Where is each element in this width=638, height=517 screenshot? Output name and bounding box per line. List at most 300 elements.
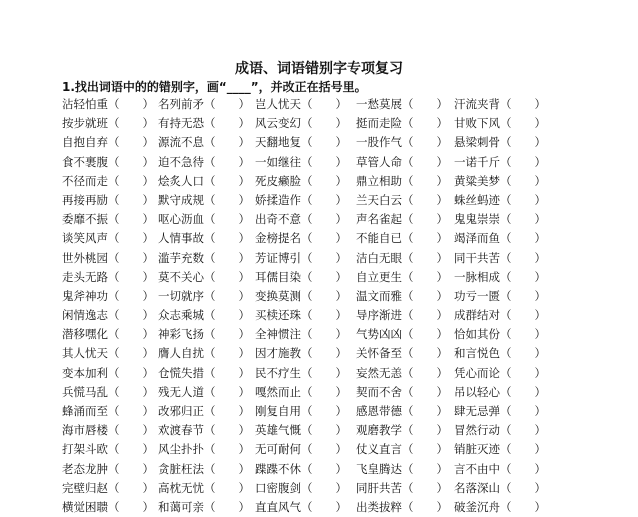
idiom-item [255,479,356,498]
idiom-text: 娇揉造作 [255,192,301,207]
idiom-text: 吊以轻心 [454,384,500,399]
idiom-item [454,460,546,479]
idiom-text: 沾轻怕重 [62,97,108,111]
idiom-text: 汗流夹背 [454,97,500,111]
idiom-text: 闲情逸志 [62,308,108,323]
idiom-item [62,191,158,210]
answer-blank[interactable]: （ ） [402,173,448,188]
idiom-text: 同干共苦 [454,250,500,265]
idiom-text: 蜂涌而至 [62,404,108,418]
answer-blank[interactable]: （ ） [204,404,250,418]
idiom-item [454,172,546,191]
answer-blank[interactable]: （ ） [108,212,154,227]
idiom-text: 鼎立相助 [356,173,402,188]
answer-blank[interactable]: （ ） [204,173,250,188]
idiom-item [62,498,158,517]
idiom-item [356,440,454,459]
idiom-text: 众志乘城 [158,308,204,323]
idiom-text: 成群结对 [454,308,500,323]
answer-blank[interactable]: （ ） [108,192,154,207]
idiom-item [62,210,158,229]
answer-blank[interactable]: （ ） [108,269,154,284]
idiom-text: 迫不急待 [158,154,204,169]
idiom-item [356,306,454,325]
idiom-text: 功亏一匮 [454,288,500,303]
answer-blank[interactable]: （ ） [402,461,448,476]
idiom-text: 死皮癞脸 [255,173,301,188]
idiom-text: 一愁莫展 [356,97,402,111]
idiom-item [255,306,356,325]
answer-blank[interactable]: （ ） [204,442,250,457]
answer-blank[interactable]: （ ） [301,499,347,514]
answer-blank[interactable]: （ ） [301,327,347,342]
idiom-item [62,172,158,191]
answer-blank[interactable]: （ ） [402,154,448,169]
idiom-item [356,498,454,517]
answer-blank[interactable]: （ ） [301,231,347,246]
idiom-item [356,383,454,402]
idiom-item [454,133,546,152]
answer-blank[interactable]: （ ） [301,135,347,150]
idiom-text: 声名雀起 [356,212,402,227]
idiom-text: 走头无路 [62,269,108,284]
answer-blank[interactable]: （ ） [301,404,347,418]
answer-blank[interactable]: （ ） [500,269,546,284]
answer-blank[interactable]: （ ） [402,250,448,265]
idiom-text: 风尘扑扑 [158,442,204,457]
answer-blank[interactable]: （ ） [402,212,448,227]
idiom-item [158,229,255,248]
answer-blank[interactable]: （ ） [108,461,154,476]
idiom-item [62,114,158,133]
idiom-text: 金榜提名 [255,231,301,246]
idiom-text: 契而不舍 [356,384,402,399]
idiom-text: 恰如其份 [454,327,500,342]
idiom-item [158,249,255,268]
answer-blank[interactable]: （ ） [500,461,546,476]
idiom-text: 凭心而论 [454,365,500,380]
idiom-item [158,325,255,344]
idiom-item [255,325,356,344]
answer-blank[interactable]: （ ） [500,116,546,131]
answer-blank[interactable]: （ ） [500,423,546,438]
idiom-text: 草管人命 [356,154,402,169]
answer-blank[interactable]: （ ） [204,365,250,380]
answer-blank[interactable]: （ ） [500,250,546,265]
answer-blank[interactable]: （ ） [204,288,250,303]
answer-blank[interactable]: （ ） [402,192,448,207]
idiom-text: 洁白无眼 [356,250,402,265]
idiom-item [356,287,454,306]
answer-blank[interactable]: （ ） [204,308,250,323]
idiom-grid [62,95,638,517]
idiom-item [454,249,546,268]
idiom-item [356,402,454,421]
idiom-text: 感恩带德 [356,404,402,418]
answer-blank[interactable]: （ ） [204,192,250,207]
idiom-item [356,421,454,440]
answer-blank[interactable]: （ ） [108,288,154,303]
answer-blank[interactable]: （ ） [402,442,448,457]
answer-blank[interactable]: （ ） [108,423,154,438]
idiom-item [62,344,158,363]
idiom-text: 默守成规 [158,192,204,207]
idiom-text: 关怀备至 [356,346,402,361]
idiom-item [356,153,454,172]
answer-blank[interactable]: （ ） [301,212,347,227]
idiom-text: 滥芋充数 [158,250,204,265]
idiom-text: 蹀蹀不休 [255,461,301,476]
idiom-item [158,287,255,306]
answer-blank[interactable]: （ ） [500,346,546,361]
answer-blank[interactable]: （ ） [500,384,546,399]
answer-blank[interactable]: （ ） [204,135,250,150]
idiom-item [356,344,454,363]
answer-blank[interactable]: （ ） [402,365,448,380]
answer-blank[interactable]: （ ） [301,442,347,457]
idiom-text: 名落深山 [454,480,500,495]
idiom-item [62,383,158,402]
idiom-text: 烩炙人口 [158,173,204,188]
idiom-text: 一脉相成 [454,269,500,284]
answer-blank[interactable]: （ ） [204,423,250,438]
idiom-text: 呕心沥血 [158,212,204,227]
answer-blank[interactable]: （ ） [500,442,546,457]
answer-blank[interactable]: （ ） [402,116,448,131]
idiom-text: 贪脏枉法 [158,461,204,476]
answer-blank[interactable]: （ ） [108,250,154,265]
answer-blank[interactable]: （ ） [500,327,546,342]
idiom-text: 甘败下风 [454,116,500,131]
idiom-item [255,402,356,421]
idiom-text: 买椟还珠 [255,308,301,323]
idiom-item [255,210,356,229]
idiom-text: 和言悦色 [454,346,500,361]
answer-blank[interactable]: （ ） [204,480,250,495]
answer-blank[interactable]: （ ） [108,480,154,495]
idiom-item [356,191,454,210]
idiom-text: 变本加利 [62,365,108,380]
answer-blank[interactable]: （ ） [204,116,250,131]
answer-blank[interactable]: （ ） [500,97,546,111]
idiom-text: 按步就班 [62,116,108,131]
idiom-text: 不能自已 [356,231,402,246]
idiom-text: 岂人忧天 [255,97,301,111]
idiom-text: 破釜沉舟 [454,499,500,514]
idiom-text: 鬼鬼崇崇 [454,212,500,227]
idiom-item [454,402,546,421]
answer-blank[interactable]: （ ） [500,173,546,188]
idiom-text: 蛛丝蚂迹 [454,192,500,207]
idiom-item [62,402,158,421]
idiom-text: 兵慌马乱 [62,384,108,399]
idiom-item [158,344,255,363]
idiom-item [158,383,255,402]
answer-blank[interactable]: （ ） [402,499,448,514]
answer-blank[interactable]: （ ） [500,404,546,418]
answer-blank[interactable]: （ ） [108,384,154,399]
idiom-item [454,191,546,210]
idiom-text: 膺人自扰 [158,346,204,361]
idiom-item [454,268,546,287]
idiom-item [356,479,454,498]
idiom-item [454,95,546,114]
idiom-text: 一股作气 [356,135,402,150]
idiom-text: 其人忧天 [62,346,108,361]
answer-blank[interactable]: （ ） [301,116,347,131]
idiom-item [454,210,546,229]
idiom-item [158,268,255,287]
idiom-item [255,383,356,402]
answer-blank[interactable]: （ ） [301,173,347,188]
answer-blank[interactable]: （ ） [301,346,347,361]
idiom-text: 再接再励 [62,192,108,207]
idiom-item [255,133,356,152]
idiom-item [62,364,158,383]
answer-blank[interactable]: （ ） [500,480,546,495]
idiom-text: 无可耐何 [255,442,301,457]
answer-blank[interactable]: （ ） [301,288,347,303]
answer-blank[interactable]: （ ） [402,480,448,495]
answer-blank[interactable]: （ ） [500,288,546,303]
idiom-text: 耳儒目染 [255,269,301,284]
idiom-text: 鬼斧神功 [62,288,108,303]
answer-blank[interactable]: （ ） [204,269,250,284]
answer-blank[interactable]: （ ） [402,384,448,399]
idiom-item [62,479,158,498]
idiom-item [356,114,454,133]
answer-blank[interactable]: （ ） [500,212,546,227]
idiom-text: 直直风气 [255,499,301,514]
answer-blank[interactable]: （ ） [204,346,250,361]
answer-blank[interactable]: （ ） [204,499,250,514]
idiom-item [158,498,255,517]
idiom-item [62,325,158,344]
idiom-text: 潜移嘿化 [62,327,108,342]
idiom-item [255,344,356,363]
idiom-item [356,95,454,114]
answer-blank[interactable]: （ ） [402,308,448,323]
idiom-text: 横觉困聩 [62,499,108,514]
idiom-item [62,268,158,287]
answer-blank[interactable]: （ ） [108,499,154,514]
idiom-item [454,344,546,363]
idiom-item [454,325,546,344]
idiom-item [454,287,546,306]
answer-blank[interactable]: （ ） [500,308,546,323]
answer-blank[interactable]: （ ） [204,97,250,111]
idiom-item [255,364,356,383]
idiom-text: 谈笑风声 [62,231,108,246]
idiom-text: 和蔼可亲 [158,499,204,514]
answer-blank[interactable]: （ ） [500,231,546,246]
idiom-text: 变换莫测 [255,288,301,303]
answer-blank[interactable]: （ ） [108,404,154,418]
idiom-text: 妄然无恙 [356,365,402,380]
idiom-text: 冒然行动 [454,423,500,438]
answer-blank[interactable]: （ ） [204,212,250,227]
answer-blank[interactable]: （ ） [301,250,347,265]
answer-blank[interactable]: （ ） [301,461,347,476]
idiom-item [62,440,158,459]
idiom-item [158,306,255,325]
idiom-item [454,440,546,459]
idiom-item [356,364,454,383]
answer-blank[interactable]: （ ） [108,442,154,457]
answer-blank[interactable]: （ ） [402,404,448,418]
answer-blank[interactable]: （ ） [402,269,448,284]
idiom-item [62,287,158,306]
answer-blank[interactable]: （ ） [108,173,154,188]
idiom-item [356,210,454,229]
idiom-text: 人情事故 [158,231,204,246]
answer-blank[interactable]: （ ） [402,288,448,303]
answer-blank[interactable]: （ ） [500,499,546,514]
answer-blank[interactable]: （ ） [301,365,347,380]
idiom-text: 黄粱美梦 [454,173,500,188]
answer-blank[interactable]: （ ） [108,327,154,342]
idiom-item [454,479,546,498]
answer-blank[interactable]: （ ） [301,308,347,323]
answer-blank[interactable]: （ ） [402,327,448,342]
answer-blank[interactable]: （ ） [402,135,448,150]
answer-blank[interactable]: （ ） [108,116,154,131]
idiom-text: 名列前矛 [158,97,204,111]
idiom-item [158,191,255,210]
answer-blank[interactable]: （ ） [108,135,154,150]
idiom-item [255,498,356,517]
idiom-item [356,229,454,248]
idiom-item [158,210,255,229]
idiom-item [356,172,454,191]
answer-blank[interactable]: （ ） [204,384,250,399]
answer-blank[interactable]: （ ） [500,365,546,380]
answer-blank[interactable]: （ ） [204,327,250,342]
answer-blank[interactable]: （ ） [500,154,546,169]
idiom-item [255,268,356,287]
answer-blank[interactable]: （ ） [402,346,448,361]
idiom-item [255,172,356,191]
idiom-text: 英雄气慨 [255,423,301,438]
idiom-item [255,421,356,440]
idiom-text: 莫不关心 [158,269,204,284]
idiom-text: 肆无忌弹 [454,404,500,418]
idiom-item [356,133,454,152]
idiom-text: 飞皇腾达 [356,461,402,476]
answer-blank[interactable]: （ ） [500,135,546,150]
idiom-item [255,114,356,133]
idiom-item [158,133,255,152]
idiom-item [158,364,255,383]
idiom-item [62,153,158,172]
idiom-text: 神彩飞扬 [158,327,204,342]
idiom-text: 有持无恐 [158,116,204,131]
idiom-text: 食不裹腹 [62,154,108,169]
answer-blank[interactable]: （ ） [108,231,154,246]
answer-blank[interactable]: （ ） [402,97,448,111]
idiom-text: 高枕无忧 [158,480,204,495]
idiom-text: 一诺千斤 [454,154,500,169]
idiom-item [158,172,255,191]
idiom-text: 仗义直言 [356,442,402,457]
idiom-text: 欢渡春节 [158,423,204,438]
idiom-text: 口密腹剑 [255,480,301,495]
answer-blank[interactable]: （ ） [402,423,448,438]
idiom-text: 委靡不振 [62,212,108,227]
idiom-text: 悬梁刺骨 [454,135,500,150]
answer-blank[interactable]: （ ） [301,423,347,438]
idiom-item [454,153,546,172]
idiom-item [454,383,546,402]
answer-blank[interactable]: （ ） [204,154,250,169]
answer-blank[interactable]: （ ） [108,308,154,323]
idiom-item [454,364,546,383]
idiom-item [255,95,356,114]
idiom-text: 同肝共苦 [356,480,402,495]
idiom-item [255,249,356,268]
answer-blank[interactable]: （ ） [301,480,347,495]
idiom-item [158,114,255,133]
idiom-item [158,153,255,172]
idiom-item [158,402,255,421]
idiom-item [158,95,255,114]
idiom-text: 因才施教 [255,346,301,361]
answer-blank[interactable]: （ ） [204,231,250,246]
idiom-item [356,268,454,287]
idiom-text: 嘎然而止 [255,384,301,399]
idiom-item [62,133,158,152]
idiom-item [356,325,454,344]
idiom-item [62,249,158,268]
idiom-item [62,229,158,248]
idiom-text: 仓慌失措 [158,365,204,380]
idiom-item [255,191,356,210]
answer-blank[interactable]: （ ） [108,97,154,111]
answer-blank[interactable]: （ ） [402,231,448,246]
idiom-text: 残无人道 [158,384,204,399]
answer-blank[interactable]: （ ） [108,346,154,361]
idiom-text: 竭泽而鱼 [454,231,500,246]
idiom-item [62,306,158,325]
idiom-text: 完壁归赵 [62,480,108,495]
idiom-text: 不径而走 [62,173,108,188]
answer-blank[interactable]: （ ） [108,154,154,169]
idiom-item [62,95,158,114]
answer-blank[interactable]: （ ） [301,97,347,111]
idiom-item [454,306,546,325]
answer-blank[interactable]: （ ） [301,192,347,207]
answer-blank[interactable]: （ ） [500,192,546,207]
idiom-text: 出类拔粹 [356,499,402,514]
idiom-text: 芳证博引 [255,250,301,265]
idiom-item [62,460,158,479]
idiom-item [255,287,356,306]
idiom-text: 改邪归正 [158,404,204,418]
answer-blank[interactable]: （ ） [301,269,347,284]
answer-blank[interactable]: （ ） [301,154,347,169]
idiom-item [454,114,546,133]
idiom-text: 天翻地复 [255,135,301,150]
idiom-text: 自抱自弃 [62,135,108,150]
idiom-item [255,229,356,248]
answer-blank[interactable]: （ ） [108,365,154,380]
answer-blank[interactable]: （ ） [301,384,347,399]
answer-blank[interactable]: （ ） [204,250,250,265]
idiom-text: 海市唇楼 [62,423,108,438]
answer-blank[interactable]: （ ） [204,461,250,476]
idiom-item [356,460,454,479]
idiom-text: 民不疗生 [255,365,301,380]
